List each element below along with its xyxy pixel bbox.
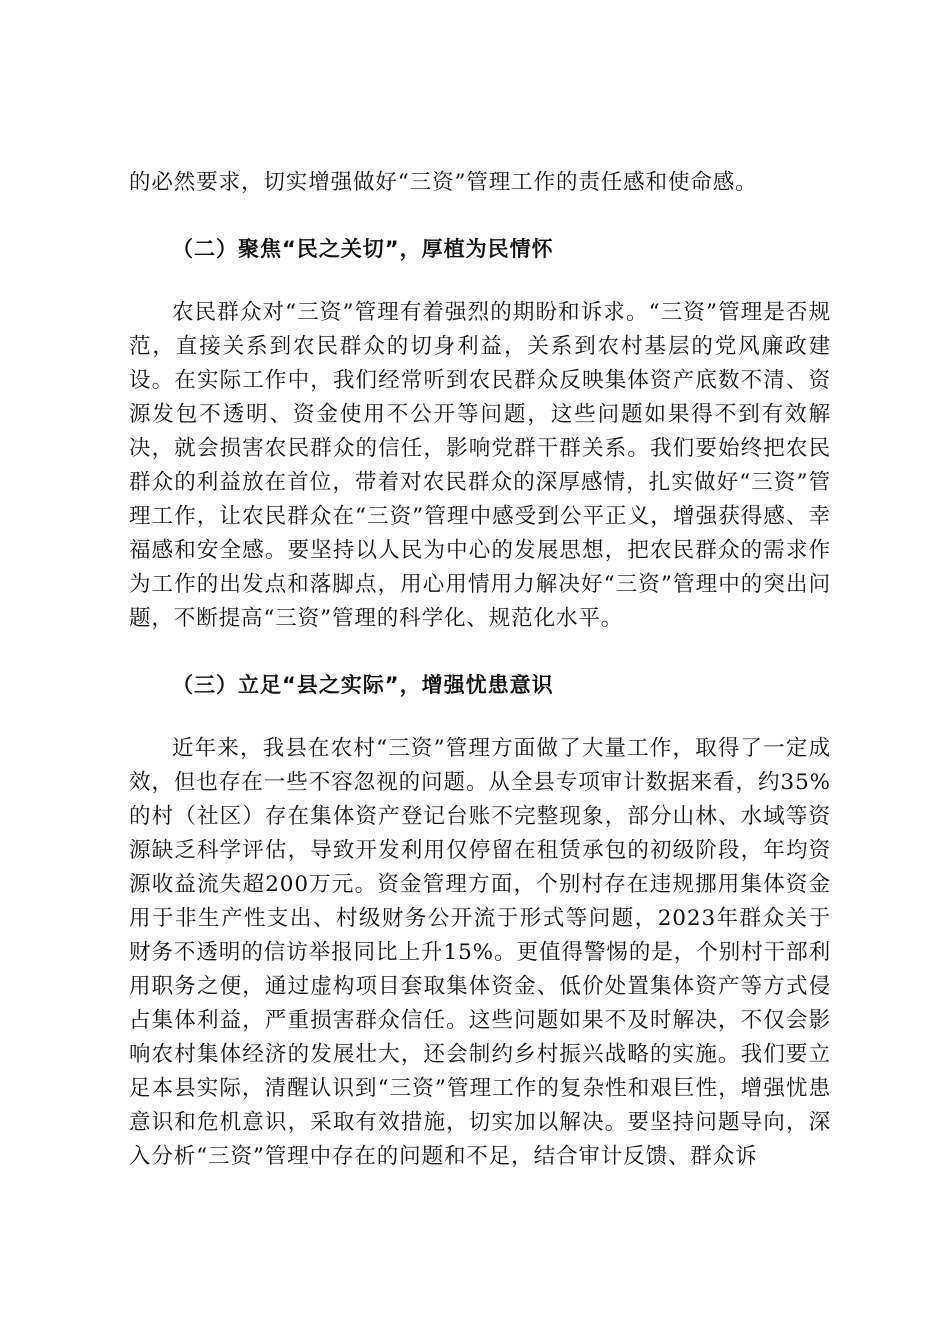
section-heading-3: （三）立足“县之实际”，增强忧患意识 [172, 673, 554, 697]
document-body [129, 166, 831, 1174]
paragraph-continuation: 的必然要求，切实增强做好“三资”管理工作的责任感和使命感。 [129, 170, 758, 195]
section-heading-2: （二）聚焦“民之关切”，厚植为民情怀 [172, 237, 554, 261]
paragraph-section-2: 农民群众对“三资”管理有着强烈的期盼和诉求。“三资”管理是否规范，直接关系到农民群众的切身利益，关系到农村基层的党风廉政建设。在实际工作中，我们经常听到农民群众反映集体资产底数不清、资源发包不透明、资金使用不公开等问题，这些问题如果得不到有效解决，就会损害农民群众的信任，影响党群干群关系。我们要始终把农民群众的利益放在首位，带着对农民群众的深厚感情，扎实做好“三资”管理工作，让农民群众在“三资”管理中感受到公平正义，增强获得感、幸福感和安全感。要坚持以人民为中心的发展思想，把农民群众的需求作为工作的出发点和落脚点，用心用情用力解决好“三资”管理中的突出问题，不断提高“三资”管理的科学化、规范化水平。 [129, 300, 831, 631]
paragraph-section-3: 近年来，我县在农村“三资”管理方面做了大量工作，取得了一定成效，但也存在一些不容忽视的问题。从全县专项审计数据来看，约35%的村（社区）存在集体资产登记台账不完整现象，部分山林、水域等资源缺乏科学评估，导致开发利用仅停留在租赁承包的初级阶段，年均资源收益流失超200万元。资金管理方面，个别村存在违规挪用集体资金用于非生产性支出、村级财务公开流于形式等问题，2023年群众关于财务不透明的信访举报同比上升15%。更值得警惕的是，个别村干部利用职务之便，通过虚构项目套取集体资金、低价处置集体资产等方式侵占集体利益，严重损害群众信任。这些问题如果不及时解决，不仅会影响农村集体经济的发展壮大，还会制约乡村振兴战略的实施。我们要立足本县实际，清醒认识到“三资”管理工作的复杂性和艰巨性，增强忧患意识和危机意识，采取有效措施，切实加以解决。要坚持问题导向，深入分析“三资”管理中存在的问题和不足，结合审计反馈、群众诉 [129, 736, 831, 1169]
